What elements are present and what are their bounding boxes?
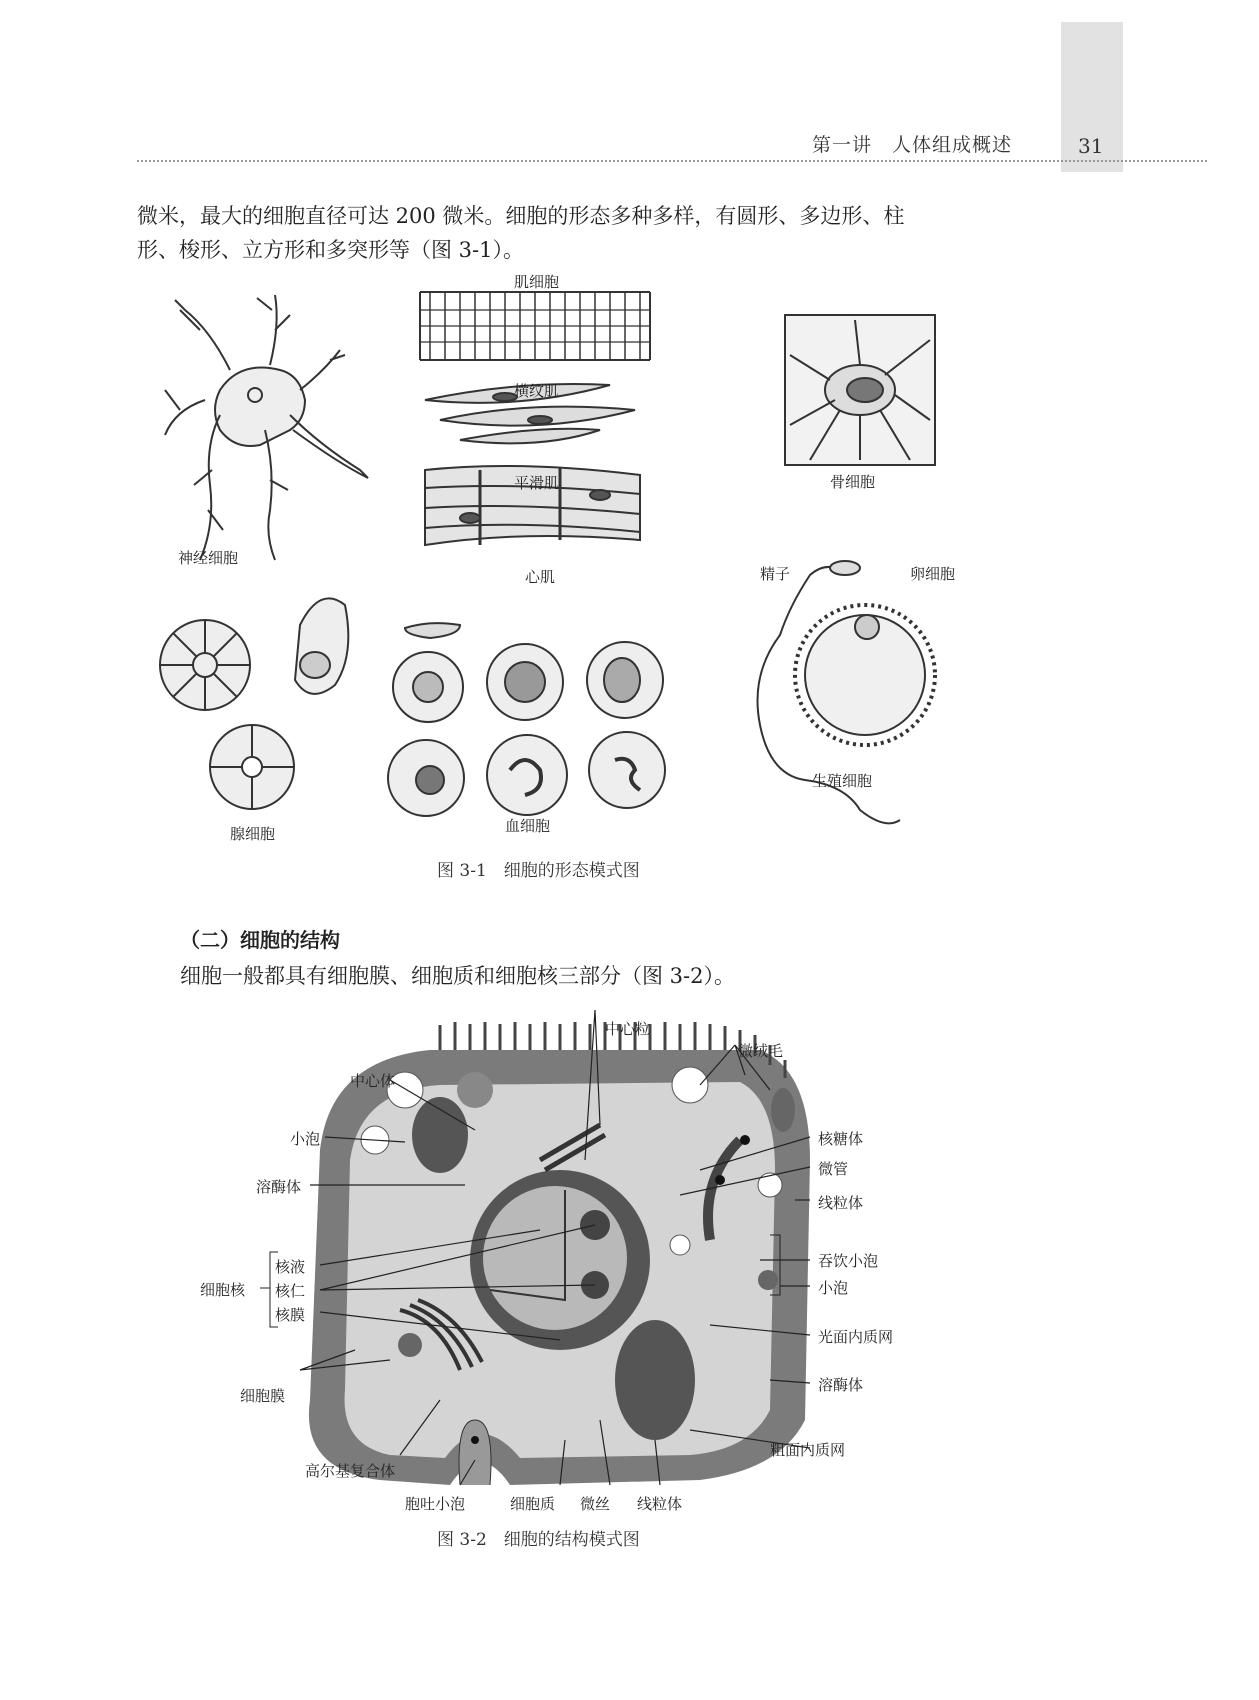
blood-cells-drawing [388, 623, 665, 816]
label-gland-cell: 腺细胞 [230, 825, 276, 843]
label-smooth-muscle: 平滑肌 [514, 474, 560, 492]
page-number: 31 [1078, 134, 1104, 158]
label-muscle-cell: 肌细胞 [514, 273, 560, 291]
label-egg: 卵细胞 [910, 565, 956, 583]
section-paragraph: 细胞一般都具有细胞膜、细胞质和细胞核三部分（图 3-2）。 [180, 964, 735, 988]
label-lysosome-right: 溶酶体 [818, 1376, 864, 1394]
label-bone-cell: 骨细胞 [830, 473, 876, 491]
label-striated-muscle: 横纹肌 [514, 382, 560, 400]
label-golgi: 高尔基复合体 [305, 1462, 396, 1480]
label-ribosome: 核糖体 [818, 1130, 864, 1148]
gland-cells-drawing [160, 598, 348, 809]
label-nuclear-sap: 核液 [275, 1258, 306, 1276]
label-cell-membrane: 细胞膜 [240, 1387, 286, 1405]
mitochondria-bottom [615, 1320, 695, 1440]
label-exocytic-vesicle: 胞吐小泡 [405, 1495, 466, 1513]
label-blood-cell: 血细胞 [505, 817, 551, 835]
label-mitochondria-bottom: 线粒体 [637, 1495, 683, 1513]
label-mitochondria-right: 线粒体 [818, 1194, 864, 1212]
label-nuclear-membrane: 核膜 [275, 1306, 306, 1324]
label-vesicle-left: 小泡 [290, 1130, 321, 1148]
section-heading: （二）细胞的结构 [180, 928, 340, 952]
figure-3-1-caption: 图 3-1 细胞的形态模式图 [437, 861, 640, 881]
label-rough-er: 粗面内质网 [770, 1441, 846, 1459]
label-smooth-er: 光面内质网 [818, 1328, 894, 1346]
label-sperm: 精子 [760, 565, 791, 583]
label-germ-cell: 生殖细胞 [812, 772, 873, 790]
label-nucleolus: 核仁 [275, 1282, 306, 1300]
bone-cell-drawing [785, 315, 935, 465]
label-centrosome: 中心体 [350, 1072, 396, 1090]
label-cardiac-muscle: 心肌 [525, 568, 556, 586]
label-centriole: 中心粒 [605, 1020, 651, 1038]
mitochondria-right [771, 1088, 795, 1132]
striated-muscle-drawing [420, 292, 650, 360]
header-rule [137, 160, 1207, 162]
label-microvilli: 微绒毛 [738, 1042, 784, 1060]
figure-3-2-caption: 图 3-2 细胞的结构模式图 [437, 1530, 640, 1550]
paragraph-line-1: 微米，最大的细胞直径可达 200 微米。细胞的形态多种多样，有圆形、多边形、柱 [137, 204, 905, 228]
label-nucleus: 细胞核 [200, 1281, 246, 1299]
running-header: 第一讲 人体组成概述 [812, 134, 1013, 156]
label-microfilament: 微丝 [580, 1495, 611, 1513]
label-pinocytic-vesicle: 吞饮小泡 [818, 1252, 879, 1270]
label-vesicle-right: 小泡 [818, 1279, 849, 1297]
paragraph-line-2: 形、梭形、立方形和多突形等（图 3-1）。 [137, 238, 524, 262]
figure-3-1-illustrations [0, 270, 1259, 870]
label-cytoplasm: 细胞质 [510, 1495, 556, 1513]
label-nerve-cell: 神经细胞 [178, 549, 239, 567]
nerve-cell-drawing [165, 295, 368, 560]
label-microtubule: 微管 [818, 1160, 849, 1178]
figure-3-2-cell-diagram [0, 1000, 1259, 1520]
label-lysosome-left: 溶酶体 [256, 1178, 302, 1196]
